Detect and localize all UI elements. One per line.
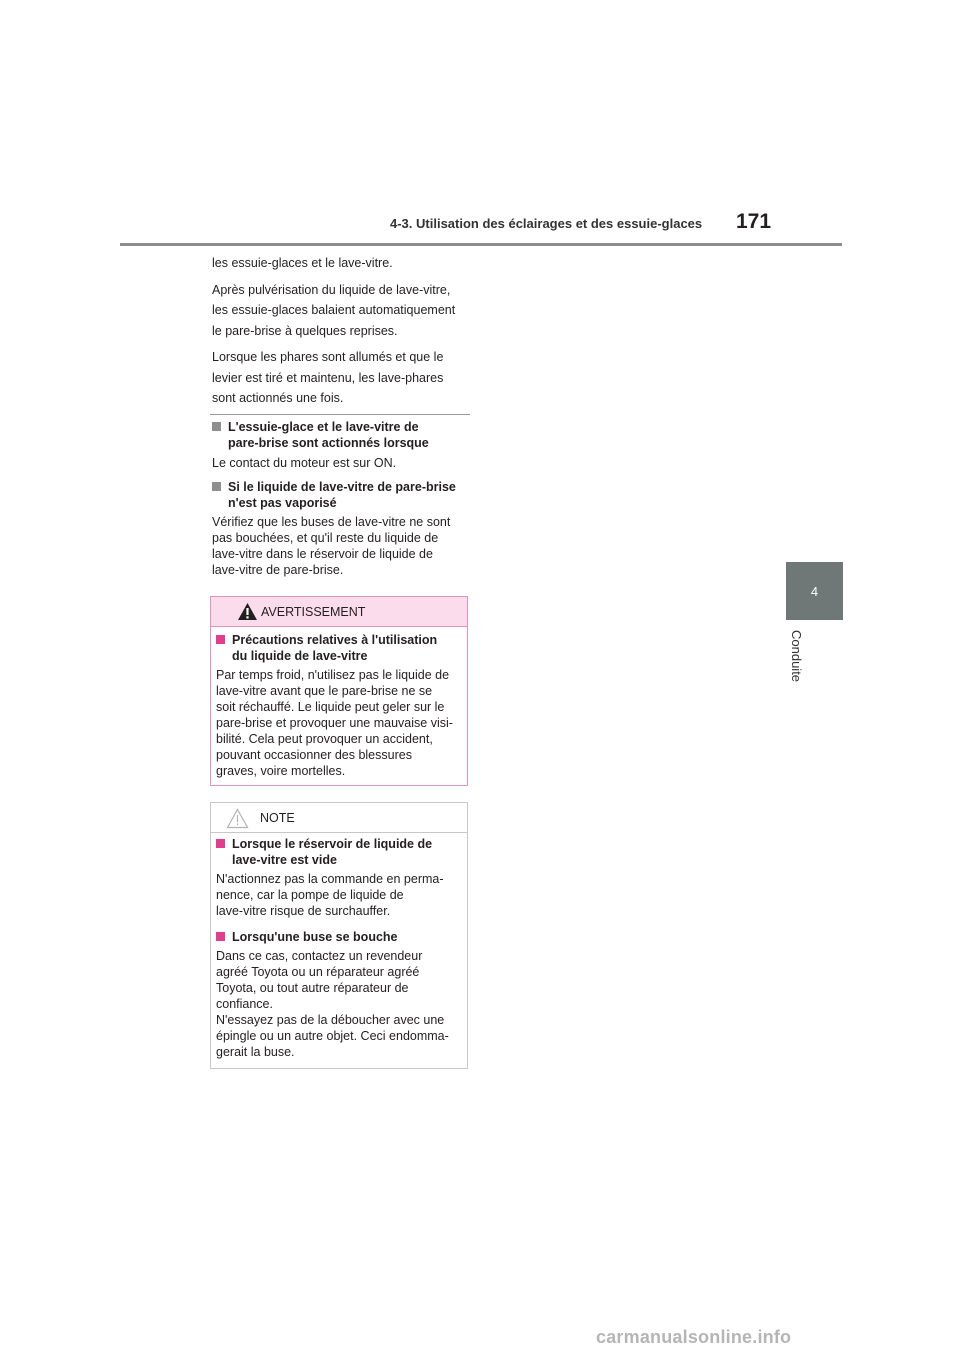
note-heading-line: lave-vitre est vide <box>232 853 337 867</box>
warning-box <box>210 596 468 786</box>
warning-body-line: soit réchauffé. Le liquide peut geler sur le <box>216 700 445 714</box>
note-body-line: gerait la buse. <box>216 1045 295 1059</box>
note-title: NOTE <box>260 811 295 825</box>
chapter-tab[interactable] <box>786 562 843 620</box>
warning-body <box>216 667 474 779</box>
warning-body-line: graves, voire mortelles. <box>216 764 346 778</box>
section-body-line: lave-vitre de pare-brise. <box>212 563 344 577</box>
section-body <box>212 514 470 578</box>
warning-heading-line: Précautions relatives à l'utilisation <box>232 633 438 647</box>
section-heading <box>212 479 470 511</box>
intro-line: Lorsque les phares sont allumés et que le <box>212 350 444 364</box>
note-body-line: N'actionnez pas la commande en perma- <box>216 872 444 886</box>
note-body-line: épingle ou un autre objet. Ceci endomma- <box>216 1029 449 1043</box>
intro-line: le pare-brise à quelques reprises. <box>212 323 398 338</box>
note-body-line: confiance. <box>216 997 273 1011</box>
section-body-line: Le contact du moteur est sur ON. <box>212 456 397 470</box>
grey-square-icon <box>212 422 221 431</box>
section-heading <box>212 419 470 451</box>
warning-body-line: bilité. Cela peut provoquer un accident, <box>216 732 433 746</box>
warning-title: AVERTISSEMENT <box>261 605 366 619</box>
intro-line: les essuie-glaces et le lave-vitre. <box>212 256 393 270</box>
note-heading <box>216 836 474 868</box>
note-body-line: Dans ce cas, contactez un revendeur <box>216 949 423 963</box>
intro-line: Après pulvérisation du liquide de lave-vitre, <box>212 282 451 297</box>
note-body-line: Toyota, ou tout autre réparateur de <box>216 981 409 995</box>
intro-text <box>212 253 472 409</box>
chapter-tab-number: 4 <box>810 583 819 599</box>
note-heading <box>216 929 474 945</box>
warning-body-line: lave-vitre avant que le pare-brise ne se <box>216 684 433 698</box>
section-divider <box>210 414 470 415</box>
pink-square-icon <box>216 932 225 941</box>
section-body-line: lave-vitre dans le réservoir de liquide de <box>212 547 433 561</box>
watermark: carmanualsonline.info <box>596 1327 792 1347</box>
pink-square-icon <box>216 839 225 848</box>
pink-square-icon <box>216 635 225 644</box>
note-body-line: nence, car la pompe de liquide de <box>216 888 404 902</box>
section-heading-line: pare-brise sont actionnés lorsque <box>228 436 429 450</box>
section-body-line: Vérifiez que les buses de lave-vitre ne sont <box>212 515 451 529</box>
intro-line: levier est tiré et maintenu, les lave-phares <box>212 370 444 385</box>
warning-body-line: Par temps froid, n'utilisez pas le liquide de <box>216 668 450 682</box>
note-body <box>216 948 474 1060</box>
section-heading-line: Si le liquide de lave-vitre de pare-brise <box>228 480 456 494</box>
note-body-line: N'essayez pas de la déboucher avec une <box>216 1013 445 1027</box>
chapter-tab-label: Conduite <box>789 630 804 683</box>
note-body-line: lave-vitre risque de surchauffer. <box>216 904 391 918</box>
intro-line: les essuie-glaces balaient automatiquement <box>212 303 456 317</box>
section-heading-line: n'est pas vaporisé <box>228 496 337 510</box>
intro-line: sont actionnés une fois. <box>212 391 344 405</box>
warning-heading <box>216 632 474 664</box>
page-number: 171 <box>736 210 772 233</box>
chapter-title: 4-3. Utilisation des éclairages et des essuie-glaces <box>390 216 703 231</box>
warning-body-line: pouvant occasionner des blessures <box>216 748 412 762</box>
header-rule <box>120 243 842 246</box>
note-body <box>216 871 474 919</box>
note-body-line: agréé Toyota ou un réparateur agréé <box>216 965 420 979</box>
warning-header <box>211 597 467 627</box>
section-heading-line: L'essuie-glace et le lave-vitre de <box>228 420 419 434</box>
note-heading-line: Lorsque le réservoir de liquide de <box>232 837 433 851</box>
warning-body-line: pare-brise et provoquer une mauvaise visi- <box>216 716 453 730</box>
note-heading-line: Lorsqu'une buse se bouche <box>232 930 398 944</box>
section-body <box>212 455 470 471</box>
caution-triangle-outline-icon <box>226 808 249 829</box>
note-box <box>210 802 468 1069</box>
warning-triangle-icon <box>237 602 258 621</box>
grey-square-icon <box>212 482 221 491</box>
note-header <box>211 803 467 833</box>
warning-heading-line: du liquide de lave-vitre <box>232 649 368 663</box>
section-body-line: pas bouchées, et qu'il reste du liquide de <box>212 531 439 545</box>
